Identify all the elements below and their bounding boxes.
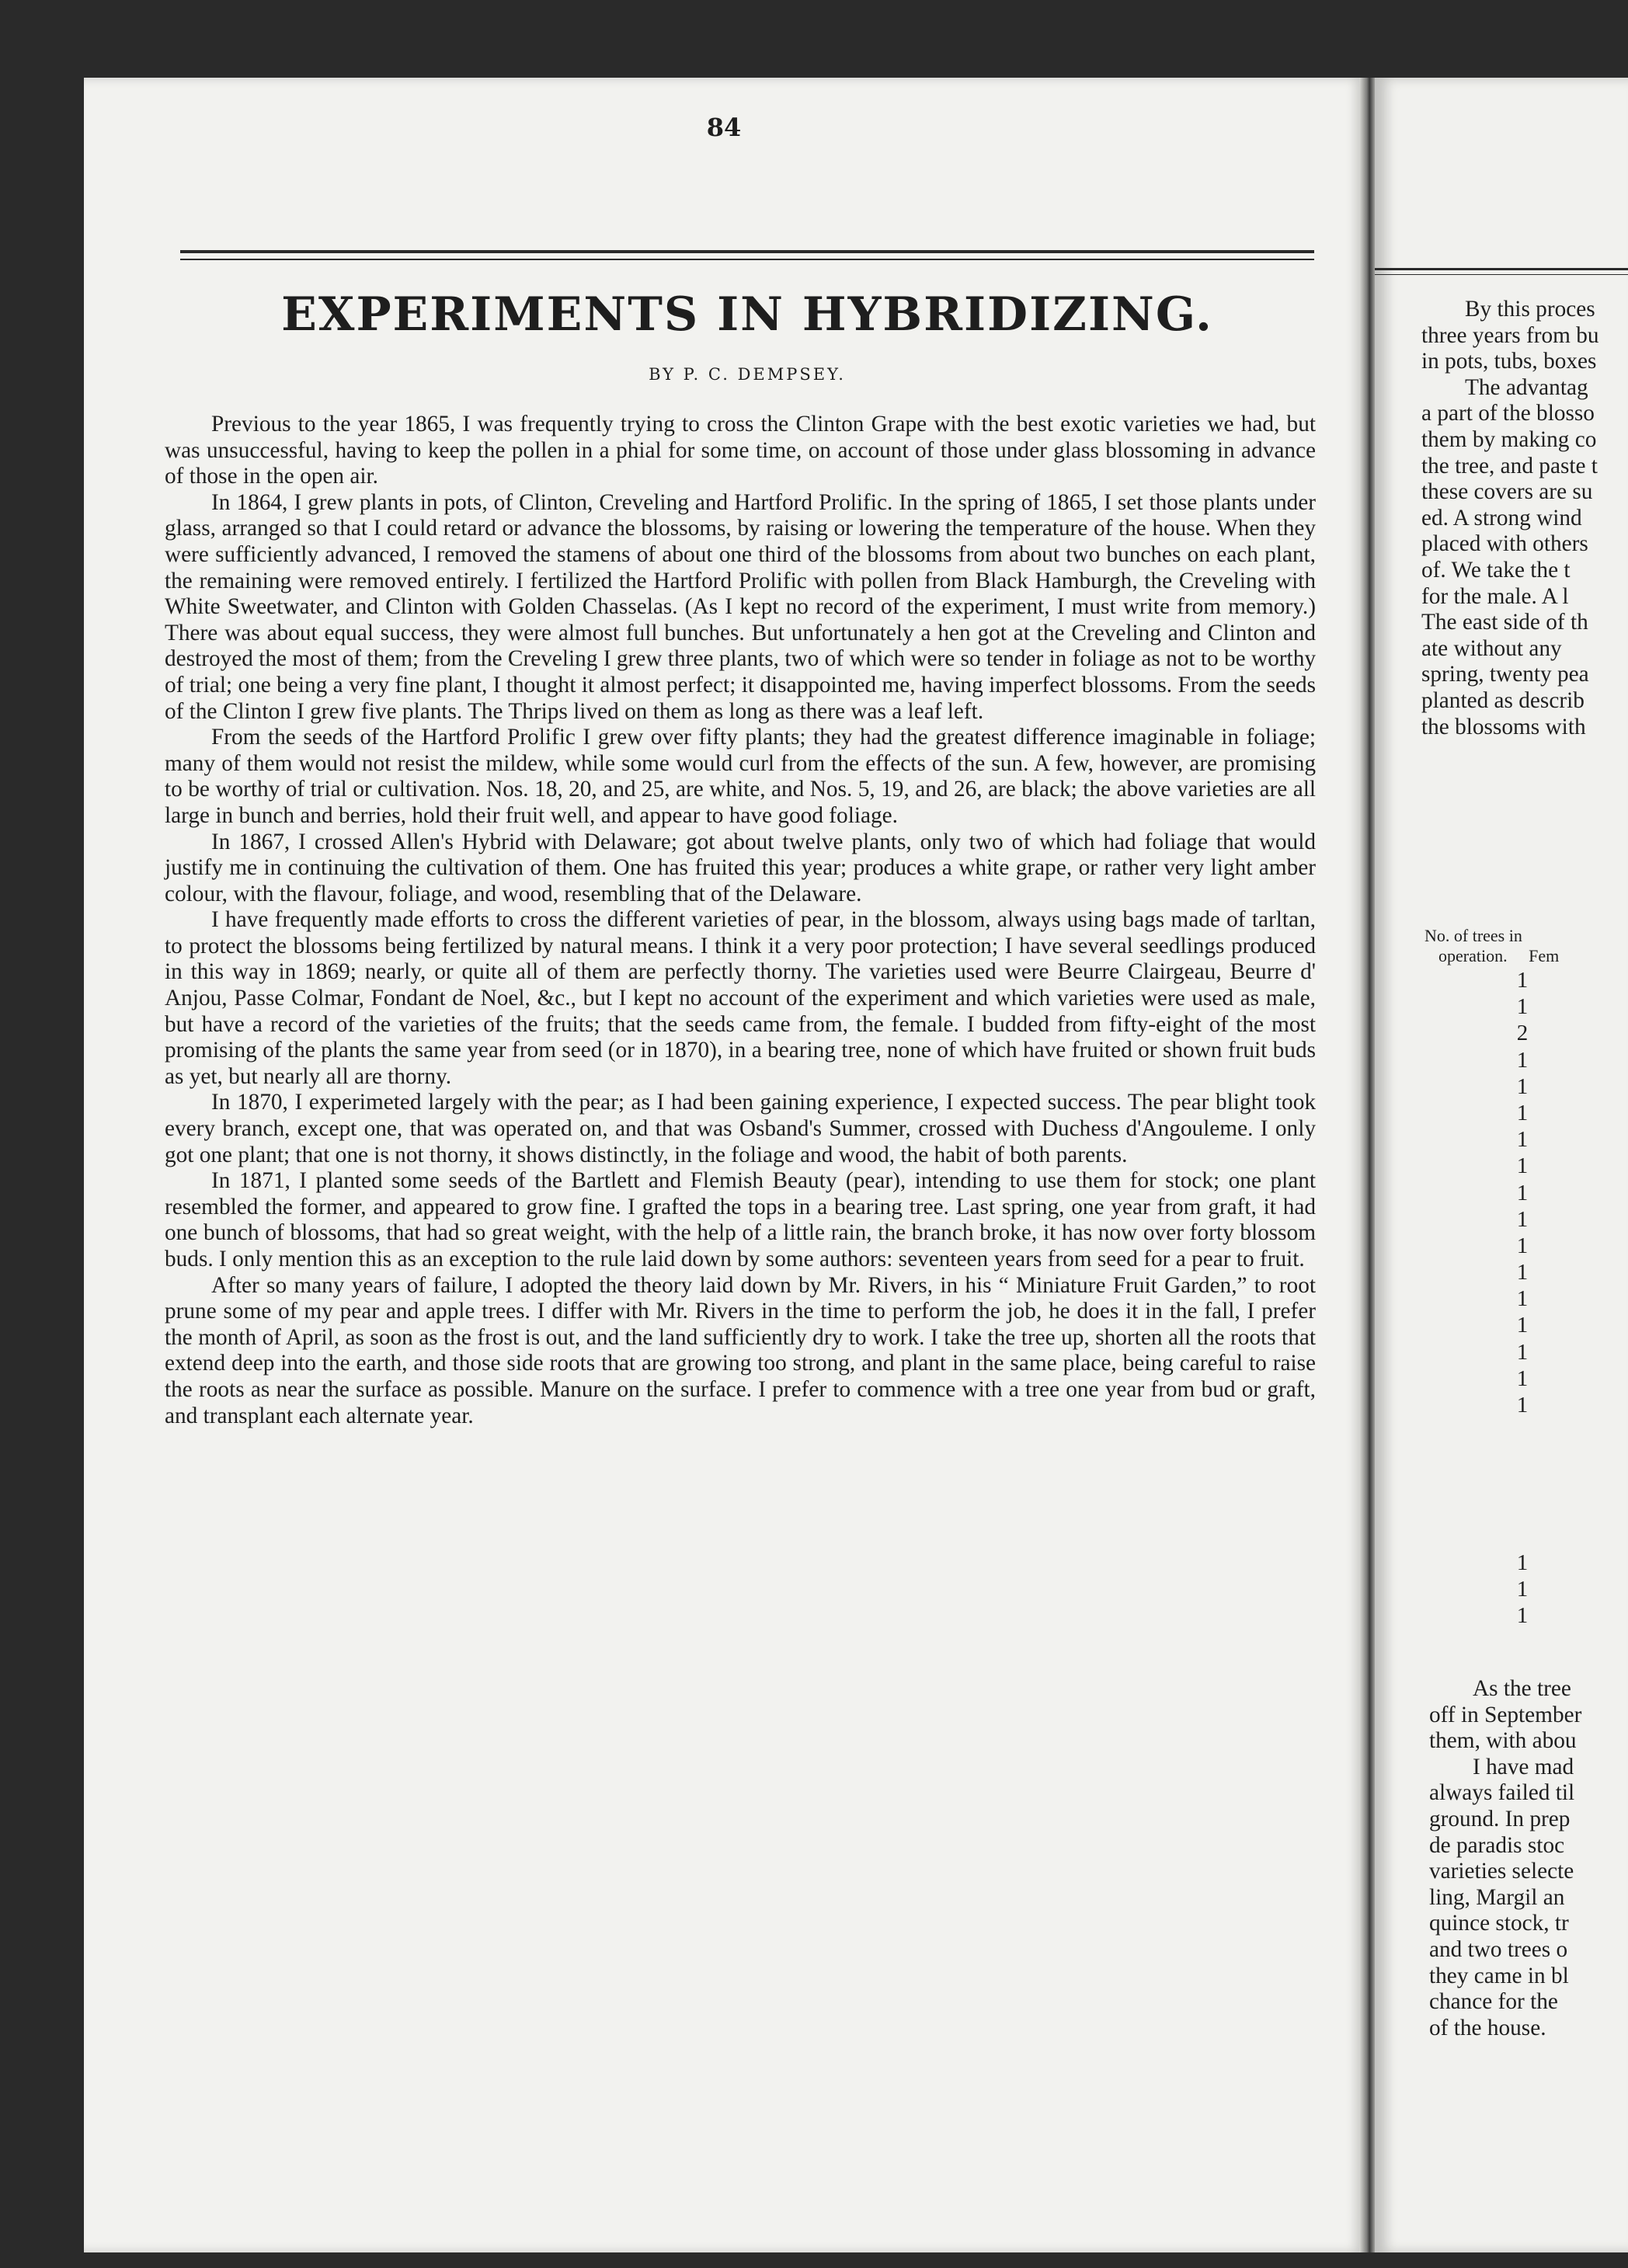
text-line: ground. In prep	[1429, 1806, 1571, 1831]
facing-rule-top	[1375, 268, 1628, 270]
text-line: in pots, tubs, boxes	[1421, 349, 1597, 374]
text-line: three years from bu	[1421, 322, 1599, 348]
text-line: a part of the blosso	[1421, 401, 1595, 426]
text-line: them, with abou	[1429, 1728, 1577, 1754]
text-line: and two trees o	[1429, 1936, 1568, 1962]
text-line: them by making co	[1421, 426, 1597, 452]
text-line: quince stock, tr	[1429, 1911, 1569, 1936]
table-cell: 1	[1516, 1550, 1529, 1575]
text-line: I have mad	[1473, 1754, 1574, 1779]
trees-column-lower	[1507, 1550, 1538, 1630]
text-line: the tree, and paste t	[1421, 453, 1598, 478]
table-cell: 1	[1516, 1100, 1529, 1125]
text-line: de paradis stoc	[1429, 1832, 1565, 1858]
table-cell: 1	[1516, 1153, 1529, 1179]
text-line: ed. A strong wind	[1421, 505, 1582, 530]
table-cell: 1	[1516, 1127, 1529, 1153]
header-rule-bottom	[180, 259, 1314, 260]
table-cell: 1	[1516, 1603, 1529, 1629]
text-line: for the male. A l	[1421, 583, 1569, 609]
article-title: EXPERIMENTS IN HYBRIDIZING.	[281, 287, 1213, 342]
table-cell: 1	[1516, 1339, 1529, 1365]
table-cell: 1	[1516, 1260, 1529, 1285]
table-cell: 1	[1516, 1180, 1529, 1205]
table-cell: 1	[1516, 968, 1529, 993]
facing-text-bottom	[1429, 1676, 1628, 2041]
paragraph: In 1864, I grew plants in pots, of Clinton, Creveling and Hartford Prolific. In the spring of 1865, I set those plants under glass, arranged so that I could retard or advance the blossoms, by raising or lowering the temperature of the house. When they were sufficiently advanced, I removed the stamens of about one third of the blossoms from about two bunches on each plant, the remaining were removed entirely. I fertilized the Hartford Prolific with pollen from Black Hamburgh, the Creveling with White Sweetwater, and Clinton with Golden Chasselas. (As I kept no record of the experiment, I must write from memory.) There was about equal success, they were almost full bunches. But unfortunately a hen got at the Creveling and Clinton and destroyed the most of them; from the Creveling I grew three plants, two of which were so tender in foliage as not to be worthy of trial; one being a very fine plant, I thought it almost perfect; it disappointed me, having imperfect blossoms. From the seeds of the Clinton I grew five plants. The Thrips lived on them as long as there was a leaf left.	[165, 489, 1316, 724]
table-cell: 1	[1516, 1365, 1529, 1391]
text-line: varieties selecte	[1429, 1859, 1574, 1884]
text-line: they came in bl	[1429, 1963, 1569, 1988]
table-cell: 1	[1516, 1577, 1529, 1602]
table-cell: 1	[1516, 1286, 1529, 1312]
text-line: placed with others	[1421, 531, 1588, 557]
header-operation: operation.	[1438, 946, 1508, 965]
table-cell: 1	[1516, 1393, 1529, 1418]
text-line: The east side of th	[1421, 610, 1588, 635]
table-cell: 1	[1516, 994, 1529, 1020]
paragraph: I have frequently made efforts to cross the different varieties of pear, in the blossom, always using bags made of tarltan, to protect the blossoms being fertilized by natural means. I think it a very poor protection; I have several seedlings produced in this way in 1869; nearly, or quite all of them are perfectly thorny. The varieties used were Beurre Clairgeau, Beurre d' Anjou, Passe Colmar, Fondant de Noel, &c., but I kept no account of the experiment and which varieties were used as male, but have a record of the varieties of the fruits; that the seeds came from, the female. I budded from fifty-eight of the most promising of the plants the same year from seed (or in 1870), in a bearing tree, none of which have fruited or shown fruit buds as yet, but nearly all are thorny.	[165, 907, 1316, 1089]
page-number: 84	[706, 113, 742, 142]
text-line: of the house.	[1429, 2015, 1546, 2040]
text-line: chance for the	[1429, 1989, 1558, 2015]
paragraph: From the seeds of the Hartford Prolific I grew over fifty plants; they had the greatest difference imaginable in foliage; many of them would not resist the mildew, while some would curl from the effects of the sun. A few, however, are promising to be worthy of trial or cultivation. Nos. 18, 20, and 25, are white, and Nos. 5, 19, and 26, are black; the above varieties are all large in bunch and berries, hold their fruit well, and appear to have good foliage.	[165, 725, 1316, 828]
text-line: spring, twenty pea	[1421, 662, 1589, 687]
text-line: planted as describ	[1421, 687, 1585, 713]
text-line: ate without any	[1421, 635, 1562, 661]
article-body	[165, 412, 1316, 1429]
facing-rule-bottom	[1375, 274, 1628, 275]
table-cell: 1	[1516, 1047, 1529, 1073]
header-rule-top	[180, 250, 1314, 253]
paragraph: In 1871, I planted some seeds of the Bartlett and Flemish Beauty (pear), intending to use them for stock; one plant resembled the former, and appeared to grow fine. I grafted the tops in a bearing tree. Last spring, one year from graft, it had one bunch of blossoms, that had so great weight, with the help of a little rain, the branch broke, it has now over forty blossom buds. I only mention this as an exception to the rule laid down by some authors: seventeen years from seed for a pear to fruit.	[165, 1168, 1316, 1271]
facing-page	[1375, 78, 1628, 2252]
table-cell: 1	[1516, 1313, 1529, 1338]
header-female: Fem	[1529, 946, 1560, 965]
table-cell: 2	[1516, 1021, 1529, 1046]
text-line: The advantag	[1465, 374, 1588, 400]
table-cell: 1	[1516, 1233, 1529, 1258]
paragraph: In 1867, I crossed Allen's Hybrid with Delaware; got about twelve plants, only two of which had foliage that would justify me in continuing the cultivation of them. One has fruited this year; produces a white grape, or rather very light amber colour, with the flavour, foliage, and wood, resembling that of the Delaware.	[165, 829, 1316, 906]
book-gutter	[1359, 78, 1376, 2252]
paragraph: In 1870, I experimeted largely with the pear; as I had been gaining experience, I expected success. The pear blight took every branch, except one, that was operated on, and that was Osband's Summer, crossed with Duchess d'Angouleme. I only got one plant; that one is not thorny, it shows distinctly, in the foliage and wood, the habit of both parents.	[165, 1090, 1316, 1167]
text-line: As the tree	[1473, 1676, 1571, 1701]
facing-text-top	[1421, 297, 1628, 740]
text-line: these covers are su	[1421, 479, 1593, 505]
table-cell: 1	[1516, 1206, 1529, 1232]
text-line: By this proces	[1465, 297, 1595, 322]
text-line: of. We take the t	[1421, 557, 1571, 583]
article-byline: BY P. C. DEMPSEY.	[649, 365, 846, 384]
text-line: ling, Margil an	[1429, 1884, 1565, 1910]
table-header-line-2	[1424, 946, 1559, 966]
table-cell: 1	[1516, 1073, 1529, 1099]
table-header	[1424, 926, 1559, 966]
text-line: off in September	[1429, 1702, 1582, 1727]
trees-column	[1507, 967, 1538, 1418]
paragraph: Previous to the year 1865, I was frequently trying to cross the Clinton Grape with the best exotic varieties we had, but was unsuccessful, having to keep the pollen in a phial for some time, on account of those under glass blossoming in advance of those in the open air.	[165, 412, 1316, 489]
text-line: always failed til	[1429, 1780, 1575, 1806]
paragraph: After so many years of failure, I adopted the theory laid down by Mr. Rivers, in his “ Miniature Fruit Garden,” to root prune some of my pear and apple trees. I differ with Mr. Rivers in the time to perform the job, he does it in the fall, I prefer the month of April, as soon as the frost is out, and the land sufficiently dry to work. I take the tree up, shorten all the roots that extend deep into the earth, and those side roots that are growing too strong, and plant in the same place, being careful to raise the roots as near the surface as possible. Manure on the surface. I prefer to commence with a tree one year from bud or graft, and transplant each alternate year.	[165, 1272, 1316, 1428]
table-header-line-1: No. of trees in	[1424, 926, 1522, 945]
text-line: the blossoms with	[1421, 714, 1586, 739]
